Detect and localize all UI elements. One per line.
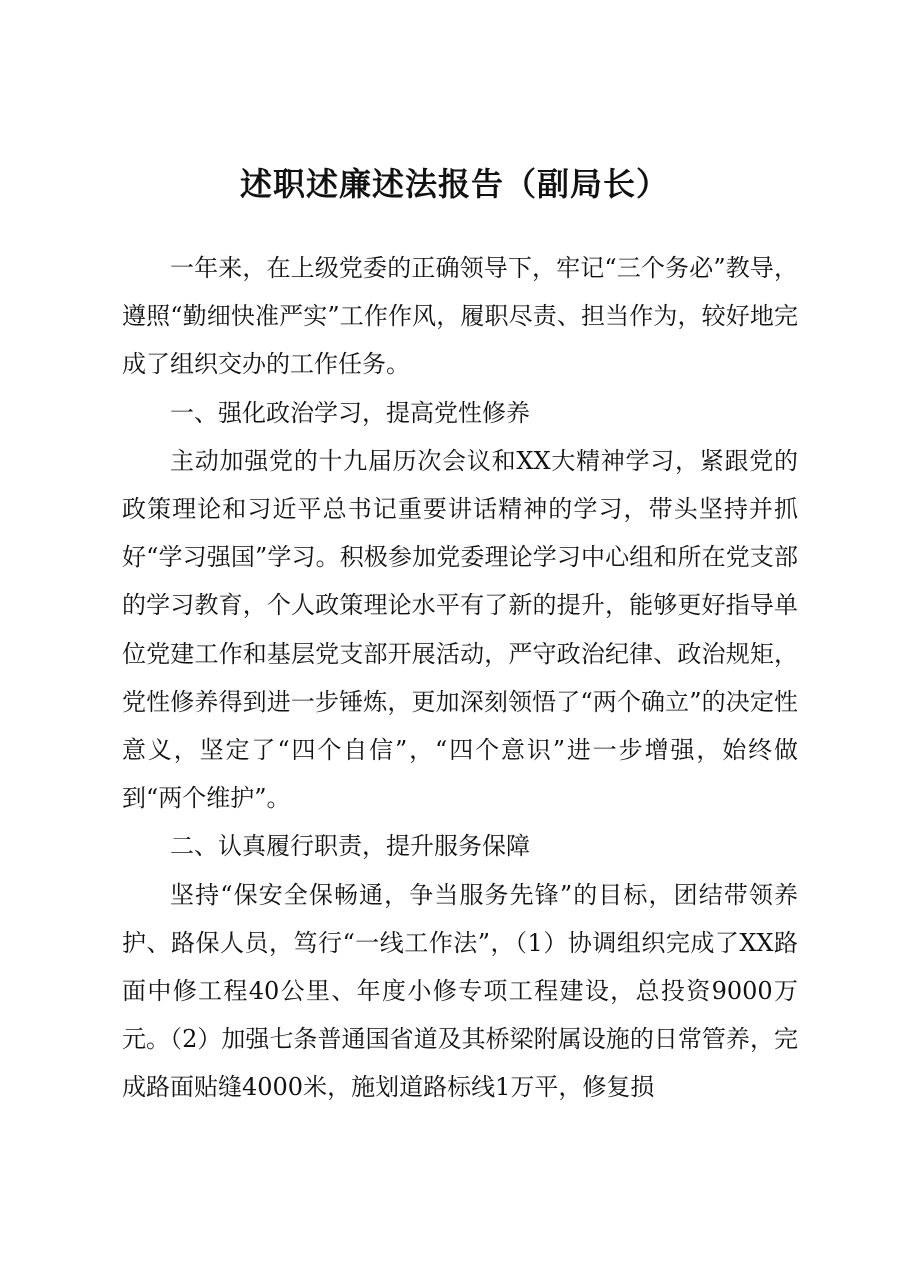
document-body bbox=[122, 244, 798, 1112]
intro-paragraph: 一年来，在上级党委的正确领导下，牢记“三个务必”教导，遵照“勤细快准严实”工作作风，履职尽责、担当作为，较好地完成了组织交办的工作任务。 bbox=[122, 254, 798, 379]
document-title: 述职述廉述法报告（副局长） bbox=[239, 165, 669, 203]
section-1-paragraph: 主动加强党的十九届历次会议和XX大精神学习，紧跟党的政策理论和习近平总书记重要讲话精神的学习，带头坚持并抓好“学习强国”学习。积极参加党委理论学习中心组和所在党支部的学习教育，个人政策理论水平有了新的提升，能够更好指导单位党建工作和基层党支部开展活动，严守政治纪律、政治规矩，党性修养得到进一步锤炼，更加深刻领悟了“两个确立”的决定性意义，坚定了“四个自信”，“四个意识”进一步增强，始终做到“两个维护”。 bbox=[122, 446, 798, 813]
section-heading-1: 一、强化政治学习，提高党性修养 bbox=[170, 398, 530, 427]
section-2-paragraph: 坚持“保安全保畅通，争当服务先锋”的目标，团结带领养护、路保人员，笃行“一线工作法”，（1）协调组织完成了XX路面中修工程40公里、年度小修专项工程建设，总投资9000万元。（2）加强七条普通国省道及其桥梁附属设施的日常管养，完成路面贴缝4000米，施划道路标线1万平，修复损 bbox=[122, 880, 798, 1102]
section-heading-2: 二、认真履行职责，提升服务保障 bbox=[170, 832, 530, 861]
